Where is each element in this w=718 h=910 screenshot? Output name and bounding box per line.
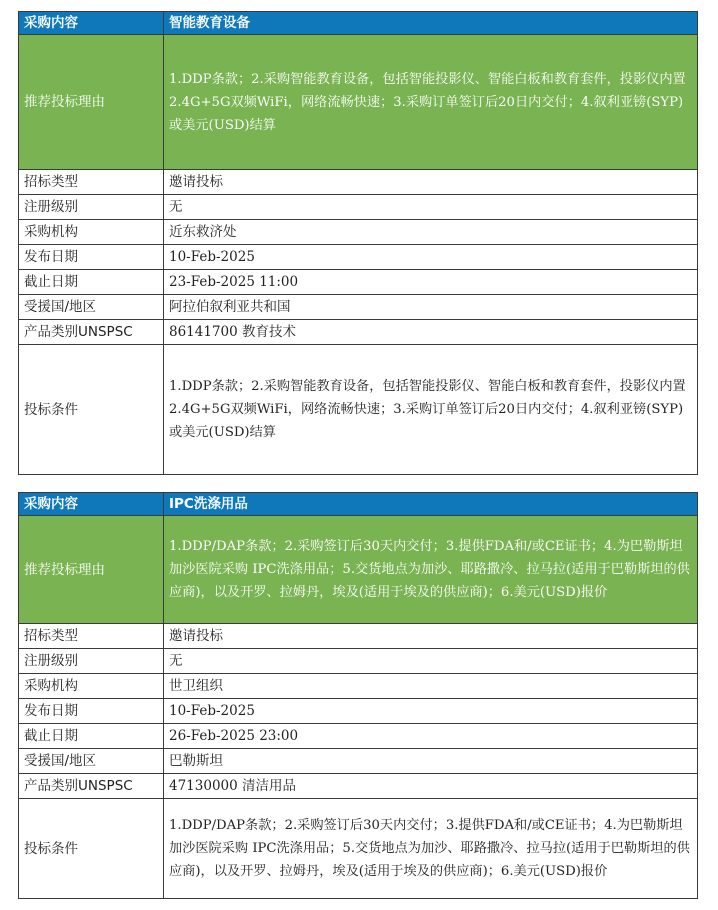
conditions-value: 1.DDP条款；2.采购智能教育设备，包括智能投影仪、智能白板和教育套件，投影仪内置2.4G+5G双频WiFi，网络流畅快速；3.采购订单签订后20日内交付；4.叙利亚镑(SYP)或美元(USD)结算 xyxy=(164,345,698,475)
header-value: IPC洗涤用品 xyxy=(164,493,698,516)
row-label: 受援国/地区 xyxy=(19,749,164,774)
conditions-label: 投标条件 xyxy=(19,345,164,475)
table-header-row xyxy=(19,12,698,35)
table-row xyxy=(19,320,698,345)
row-value: 近东救济处 xyxy=(164,220,698,245)
row-value: 无 xyxy=(164,649,698,674)
table-row xyxy=(19,220,698,245)
table-row xyxy=(19,699,698,724)
row-value: 无 xyxy=(164,195,698,220)
row-label: 发布日期 xyxy=(19,245,164,270)
reason-row xyxy=(19,35,698,170)
row-value: 10-Feb-2025 xyxy=(164,245,698,270)
row-value: 10-Feb-2025 xyxy=(164,699,698,724)
row-value: 邀请投标 xyxy=(164,170,698,195)
reason-label: 推荐投标理由 xyxy=(19,35,164,170)
row-value: 巴勒斯坦 xyxy=(164,749,698,774)
conditions-row xyxy=(19,799,698,899)
row-label: 注册级别 xyxy=(19,195,164,220)
conditions-label: 投标条件 xyxy=(19,799,164,899)
row-value: 26-Feb-2025 23:00 xyxy=(164,724,698,749)
row-value: 86141700 教育技术 xyxy=(164,320,698,345)
row-value: 阿拉伯叙利亚共和国 xyxy=(164,295,698,320)
row-label: 招标类型 xyxy=(19,624,164,649)
row-label: 截止日期 xyxy=(19,270,164,295)
row-label: 受援国/地区 xyxy=(19,295,164,320)
table-row xyxy=(19,624,698,649)
row-label: 截止日期 xyxy=(19,724,164,749)
table-row xyxy=(19,195,698,220)
table-row xyxy=(19,749,698,774)
header-label: 采购内容 xyxy=(19,493,164,516)
row-value: 47130000 清洁用品 xyxy=(164,774,698,799)
table-row xyxy=(19,295,698,320)
table-row xyxy=(19,649,698,674)
row-value: 邀请投标 xyxy=(164,624,698,649)
header-value: 智能教育设备 xyxy=(164,12,698,35)
header-label: 采购内容 xyxy=(19,12,164,35)
row-value: 世卫组织 xyxy=(164,674,698,699)
table-row xyxy=(19,724,698,749)
table-row xyxy=(19,270,698,295)
table-header-row xyxy=(19,493,698,516)
table-row xyxy=(19,774,698,799)
conditions-value: 1.DDP/DAP条款；2.采购签订后30天内交付；3.提供FDA和/或CE证书；4.为巴勒斯坦加沙医院采购 IPC洗涤用品；5.交货地点为加沙、耶路撒冷、拉马拉(适用于巴勒斯坦的供应商)，以及开罗、拉姆丹，埃及(适用于埃及的供应商)；6.美元(USD)报价 xyxy=(164,799,698,899)
row-label: 采购机构 xyxy=(19,220,164,245)
row-label: 招标类型 xyxy=(19,170,164,195)
reason-value: 1.DDP/DAP条款；2.采购签订后30天内交付；3.提供FDA和/或CE证书；4.为巴勒斯坦加沙医院采购 IPC洗涤用品；5.交货地点为加沙、耶路撒冷、拉马拉(适用于巴勒斯坦的供应商)，以及开罗、拉姆丹，埃及(适用于埃及的供应商)；6.美元(USD)报价 xyxy=(164,516,698,624)
reason-value: 1.DDP条款；2.采购智能教育设备，包括智能投影仪、智能白板和教育套件，投影仪内置2.4G+5G双频WiFi，网络流畅快速；3.采购订单签订后20日内交付；4.叙利亚镑(SYP)或美元(USD)结算 xyxy=(164,35,698,170)
procurement-table-2 xyxy=(18,492,698,899)
reason-row xyxy=(19,516,698,624)
reason-label: 推荐投标理由 xyxy=(19,516,164,624)
row-label: 产品类别UNSPSC xyxy=(19,774,164,799)
table-row xyxy=(19,245,698,270)
row-label: 发布日期 xyxy=(19,699,164,724)
conditions-row xyxy=(19,345,698,475)
row-label: 注册级别 xyxy=(19,649,164,674)
row-value: 23-Feb-2025 11:00 xyxy=(164,270,698,295)
row-label: 采购机构 xyxy=(19,674,164,699)
table-row xyxy=(19,170,698,195)
procurement-table-1 xyxy=(18,11,698,475)
row-label: 产品类别UNSPSC xyxy=(19,320,164,345)
table-row xyxy=(19,674,698,699)
